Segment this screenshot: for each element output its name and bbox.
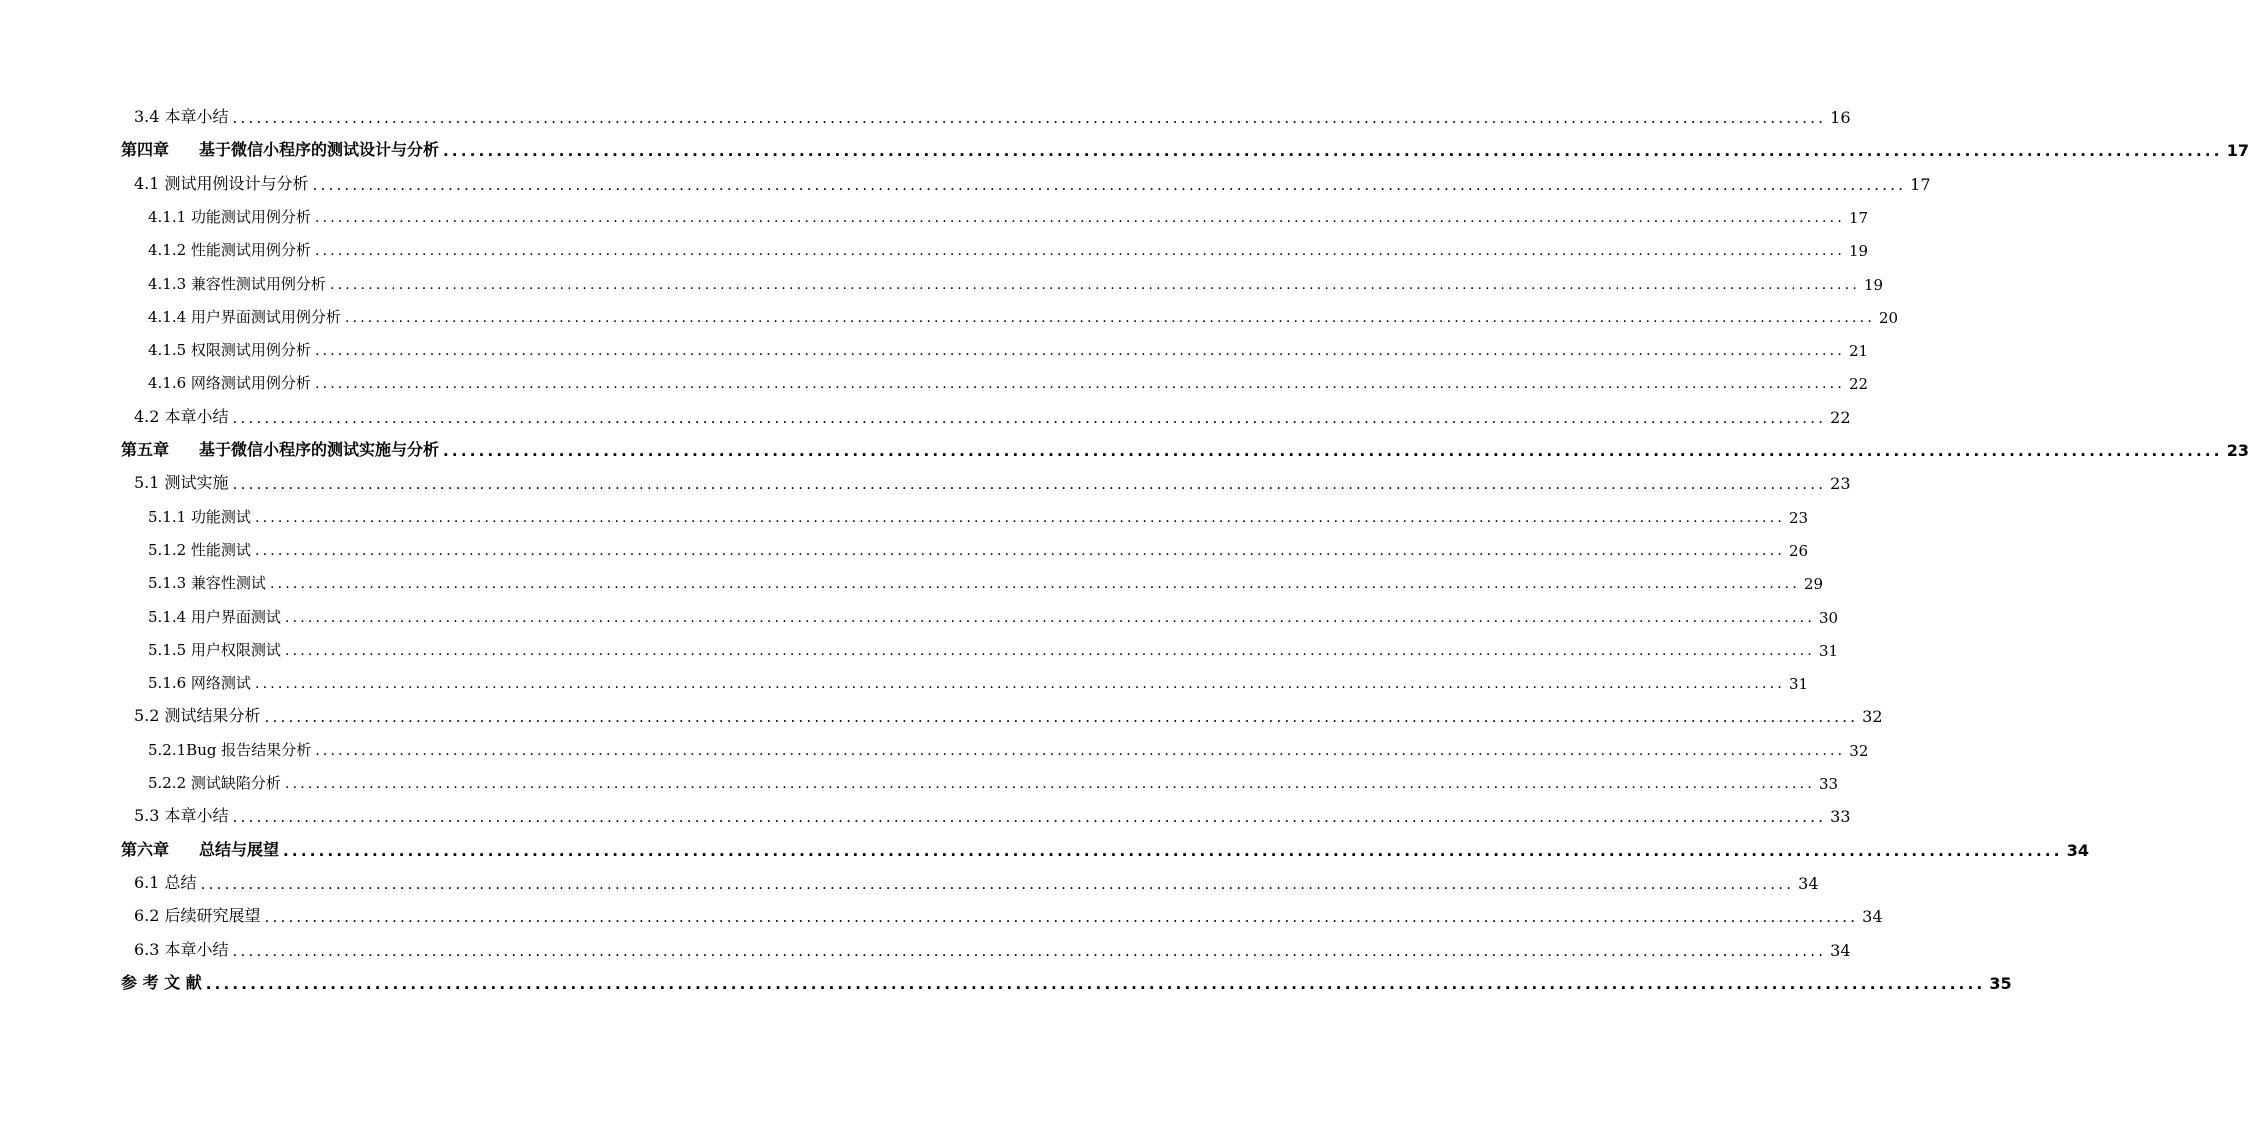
toc-entry-label: [121, 837, 279, 860]
toc-leader-dots: ........................................................................................................................................................................................................: [232, 808, 1827, 827]
toc-entry-number: 5.1.3 兼容性测试: [148, 574, 266, 593]
toc-page-number: 34: [1830, 940, 1851, 960]
toc-entry-number: 4.1.3 兼容性测试用例分析: [148, 274, 326, 293]
toc-entry[interactable]: [148, 769, 1839, 793]
toc-leader-dots: ........................................................................................................................................................................................................: [314, 209, 1845, 226]
toc-entry[interactable]: [121, 969, 2012, 993]
toc-entry[interactable]: [148, 336, 1869, 361]
toc-entry[interactable]: [134, 403, 1851, 427]
toc-entry-label: [148, 273, 326, 294]
toc-page-number: 33: [1830, 807, 1851, 827]
toc-entry-number: 5.2.2 测试缺陷分析: [148, 774, 281, 792]
toc-page-number: 34: [1862, 907, 1883, 927]
toc-entry[interactable]: [121, 436, 2249, 460]
toc-entry-label: [134, 104, 229, 127]
toc-entry-label: [134, 404, 229, 427]
toc-entry[interactable]: [148, 270, 1884, 294]
toc-leader-dots: ........................................................................................................................................................................................................: [344, 309, 1875, 326]
toc-entry-label: [148, 672, 251, 693]
toc-leader-dots: ........................................................................................................................................................................................................: [232, 941, 1827, 960]
toc-entry[interactable]: [148, 736, 1869, 760]
toc-entry-title: 基于微信小程序的测试实施与分析: [199, 440, 440, 459]
toc-entry-number: 4.1 测试用例设计与分析: [134, 173, 309, 193]
toc-page-number: 19: [1863, 275, 1884, 294]
toc-entry-number: 3.4 本章小结: [134, 107, 229, 126]
toc-leader-dots: ........................................................................................................................................................................................................: [254, 542, 1785, 559]
toc-leader-dots: ........................................................................................................................................................................................................: [314, 243, 1845, 260]
toc-leader-dots: ........................................................................................................................................................................................................: [314, 376, 1845, 393]
toc-entry[interactable]: [148, 236, 1869, 261]
toc-entry-number: 6.1 总结: [134, 872, 197, 892]
toc-entry[interactable]: [134, 103, 1851, 127]
toc-page-number: 19: [1848, 242, 1869, 261]
toc-entry-label: [148, 539, 251, 560]
toc-leader-dots: ........................................................................................................................................................................................................: [283, 841, 2063, 860]
toc-page-number: 35: [1989, 973, 2012, 993]
toc-entry-label: [148, 239, 311, 260]
toc-entry-number: 6.3 本章小结: [134, 939, 229, 959]
toc-page-number: 33: [1818, 775, 1839, 793]
toc-entry[interactable]: [148, 669, 1809, 694]
toc-entry-label: [148, 506, 251, 527]
toc-page-number: 31: [1818, 641, 1839, 660]
toc-entry-number: 5.3 本章小结: [134, 806, 229, 826]
toc-entry-label: [134, 803, 229, 826]
toc-page-number: 34: [1798, 873, 1819, 893]
toc-entry[interactable]: [148, 636, 1839, 660]
toc-page-number: 23: [1830, 474, 1851, 494]
toc-leader-dots: ........................................................................................................................................................................................................: [443, 142, 2223, 161]
toc-leader-dots: ........................................................................................................................................................................................................: [264, 708, 1859, 727]
toc-page-number: 31: [1788, 675, 1809, 694]
toc-entry-number: 5.1.2 性能测试: [148, 540, 251, 559]
toc-entry[interactable]: [148, 569, 1824, 594]
toc-entry-number: 4.1.1 功能测试用例分析: [148, 207, 311, 226]
toc-entry-label: [148, 606, 281, 627]
toc-leader-dots: ........................................................................................................................................................................................................: [205, 974, 1986, 993]
toc-entry[interactable]: [134, 802, 1851, 827]
toc-leader-dots: ........................................................................................................................................................................................................: [264, 908, 1859, 927]
toc-entry-title: 基于微信小程序的测试设计与分析: [199, 140, 440, 160]
toc-leader-dots: ........................................................................................................................................................................................................: [284, 609, 1815, 626]
toc-page-number: 22: [1848, 375, 1869, 394]
toc-leader-dots: ........................................................................................................................................................................................................: [312, 175, 1907, 194]
toc-page-number: 17: [1910, 174, 1931, 194]
toc-entry-label: [148, 372, 311, 393]
toc-entry-label: [148, 206, 311, 227]
toc-entry-number: 5.1.1 功能测试: [148, 507, 251, 526]
toc-entry-number: 4.1.4 用户界面测试用例分析: [148, 307, 341, 326]
toc-entry-number: 4.2 本章小结: [134, 406, 229, 426]
toc-entry[interactable]: [134, 936, 1851, 960]
toc-entry[interactable]: [148, 369, 1869, 394]
toc-page-number: 23: [2226, 441, 2249, 460]
toc-leader-dots: ........................................................................................................................................................................................................: [232, 475, 1827, 494]
toc-entry[interactable]: [148, 536, 1809, 560]
toc-entry-number: 第五章: [121, 440, 170, 459]
toc-page-number: 17: [2226, 141, 2249, 161]
toc-entry-title: 总结与展望: [199, 839, 280, 859]
toc-entry[interactable]: [134, 902, 1883, 927]
toc-entry-number: 6.2 后续研究展望: [134, 906, 261, 926]
toc-entry-number: 5.2.1Bug 报告结果分析: [148, 740, 312, 759]
toc-leader-dots: ........................................................................................................................................................................................................: [200, 874, 1795, 893]
toc-leader-dots: ........................................................................................................................................................................................................: [443, 442, 2223, 460]
toc-leader-dots: ........................................................................................................................................................................................................: [269, 576, 1800, 593]
toc-entry-number: 第四章: [121, 140, 170, 160]
toc-page-number: 17: [1848, 208, 1869, 227]
toc-entry-label: [134, 171, 309, 194]
toc-entry-number: 4.1.6 网络测试用例分析: [148, 374, 311, 393]
toc-entry-label: [148, 739, 311, 760]
toc-page-number: 30: [1818, 608, 1839, 627]
toc-page-number: 16: [1830, 108, 1851, 127]
toc-entry[interactable]: [121, 836, 2089, 860]
toc-leader-dots: ........................................................................................................................................................................................................: [315, 742, 1846, 759]
toc-entry-label: [121, 437, 439, 460]
toc-entry-number: 4.1.2 性能测试用例分析: [148, 241, 311, 260]
toc-entry[interactable]: [134, 170, 1931, 194]
toc-entry[interactable]: [121, 136, 2249, 161]
toc-entry[interactable]: [148, 303, 1899, 327]
toc-entry[interactable]: [134, 869, 1819, 893]
toc-leader-dots: ........................................................................................................................................................................................................: [254, 509, 1785, 526]
toc-page-number: 23: [1788, 508, 1809, 527]
toc-page-number: 32: [1849, 741, 1869, 760]
toc-leader-dots: ........................................................................................................................................................................................................: [329, 276, 1860, 293]
toc-entry-number: 4.1.5 权限测试用例分析: [148, 341, 311, 360]
toc-page-number: 32: [1862, 707, 1883, 727]
toc-leader-dots: ........................................................................................................................................................................................................: [314, 343, 1845, 360]
toc-entry-number: 5.1.5 用户权限测试: [148, 640, 281, 659]
toc-entry-label: [148, 772, 281, 793]
toc-entry-label: [134, 470, 229, 493]
toc-entry[interactable]: [148, 503, 1809, 527]
toc-entry-label: [134, 937, 229, 960]
toc-entry-number: 第六章: [121, 839, 170, 859]
toc-leader-dots: ........................................................................................................................................................................................................: [232, 408, 1827, 427]
toc-page-number: 20: [1878, 308, 1899, 327]
toc-leader-dots: ........................................................................................................................................................................................................: [284, 642, 1815, 659]
toc-entry-label: [148, 306, 341, 327]
toc-entry-label: [121, 137, 439, 160]
toc-entry-number: 5.1.6 网络测试: [148, 674, 251, 693]
toc-entry[interactable]: [148, 203, 1869, 227]
toc-entry-number: 5.1.4 用户界面测试: [148, 607, 281, 626]
toc-page-number: 26: [1788, 541, 1809, 560]
toc-page-number: 29: [1803, 575, 1824, 594]
toc-entry[interactable]: [134, 469, 1851, 494]
toc-entry-label: [134, 703, 261, 726]
toc-page-number: 21: [1848, 342, 1869, 361]
toc-entry-label: [148, 639, 281, 660]
toc-page-number: 22: [1830, 407, 1851, 427]
toc-entry-label: [148, 339, 311, 360]
toc-leader-dots: ........................................................................................................................................................................................................: [284, 776, 1815, 792]
toc-entry-label: [121, 970, 202, 993]
toc-entry[interactable]: [134, 702, 1883, 727]
toc-entry-label: [134, 870, 197, 893]
toc-leader-dots: ........................................................................................................................................................................................................: [232, 109, 1827, 127]
toc-entry-number: 5.1 测试实施: [134, 473, 229, 493]
toc-entry[interactable]: [148, 603, 1839, 627]
toc-leader-dots: ........................................................................................................................................................................................................: [254, 676, 1785, 693]
toc-page-number: 34: [2066, 840, 2089, 860]
toc-entry-label: [134, 903, 261, 926]
toc-entry-number: 参 考 文 献: [121, 972, 202, 992]
toc-entry-label: [148, 572, 266, 593]
toc-entry-number: 5.2 测试结果分析: [134, 706, 261, 726]
